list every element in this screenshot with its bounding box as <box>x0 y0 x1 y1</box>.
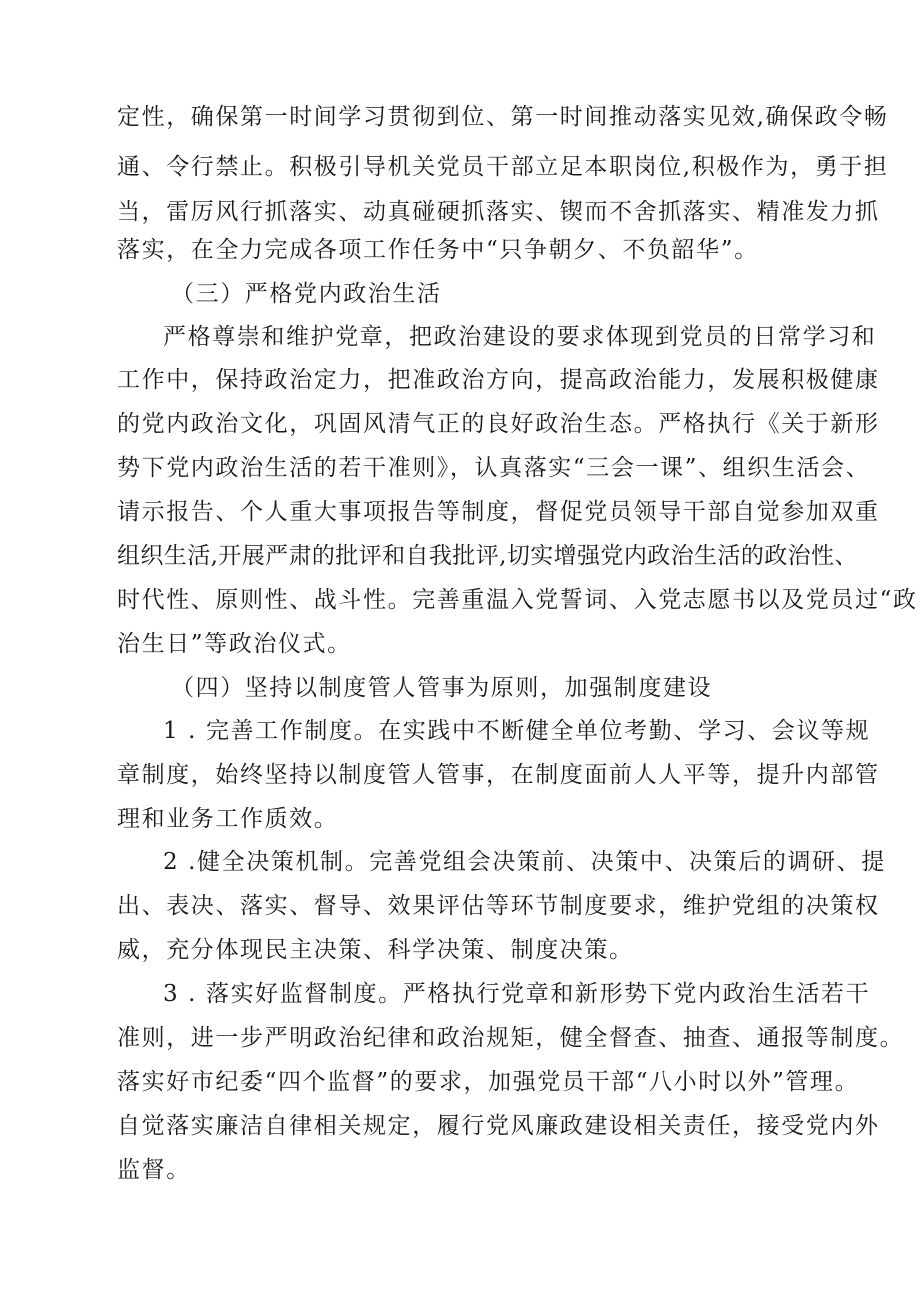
paragraph-line: 势下党内政治生活的若干准则》，认真落实“三会一课”、组织生活会、 <box>117 455 871 481</box>
list-item-line: 1 . 完善工作制度。在实践中不断健全单位考勤、学习、会议等规 <box>163 718 871 744</box>
paragraph-line: 落实，在全力完成各项工作任务中“只争朝夕、不负韶华”。 <box>117 237 759 263</box>
list-item-line: 准则，进一步严明政治纪律和政治规矩，健全督查、抽查、通报等制度。 <box>117 1025 905 1051</box>
paragraph-line: 的党内政治文化，巩固风清气正的良好政治生态。严格执行《关于新形 <box>117 411 880 437</box>
list-item-line: 章制度，始终坚持以制度管人管事，在制度面前人人平等，提升内部管 <box>117 762 880 788</box>
section-heading: （三）严格党内政治生活 <box>171 281 442 307</box>
list-item-line: 2 .健全决策机制。完善党组会决策前、决策中、决策后的调研、提 <box>163 849 886 875</box>
paragraph-line: 定性，确保第一时间学习贯彻到位、第一时间推动落实见效,确保政令畅 <box>117 104 889 130</box>
list-item-line: 3 . 落实好监督制度。严格执行党章和新形势下党内政治生活若干 <box>163 981 871 1007</box>
list-item-line: 威，充分体现民主决策、科学决策、制度决策。 <box>117 937 634 963</box>
paragraph-line: 组织生活,开展严肃的批评和自我批评,切实增强党内政治生活的政治性、 <box>117 543 858 569</box>
paragraph-line: 严格尊崇和维护党章，把政治建设的要求体现到党员的日常学习和 <box>163 324 877 350</box>
list-item-line: 落实好市纪委“四个监督”的要求，加强党员干部“八小时以外”管理。 <box>117 1069 860 1095</box>
list-item-line: 监督。 <box>117 1157 191 1183</box>
list-item-line: 自觉落实廉洁自律相关规定，履行党风廉政建设相关责任，接受党内外 <box>117 1113 880 1139</box>
paragraph-line: 工作中，保持政治定力，把准政治方向，提高政治能力，发展积极健康 <box>117 367 880 393</box>
paragraph-line: 治生日”等政治仪式。 <box>117 631 352 657</box>
list-item-line: 理和业务工作质效。 <box>117 806 339 832</box>
list-item-line: 出、表决、落实、督导、效果评估等环节制度要求，维护党组的决策权 <box>117 893 880 919</box>
section-heading: （四）坚持以制度管人管事为原则，加强制度建设 <box>171 675 713 701</box>
paragraph-line: 通、令行禁止。积极引导机关党员干部立足本职岗位,积极作为，勇于担 <box>117 154 889 180</box>
paragraph-line: 时代性、原则性、战斗性。完善重温入党誓词、入党志愿书以及党员过“政 <box>117 587 918 613</box>
paragraph-line: 当，雷厉风行抓落实、动真碰硬抓落实、锲而不舍抓落实、精准发力抓 <box>117 199 880 225</box>
paragraph-line: 请示报告、个人重大事项报告等制度，督促党员领导干部自觉参加双重 <box>117 499 880 525</box>
